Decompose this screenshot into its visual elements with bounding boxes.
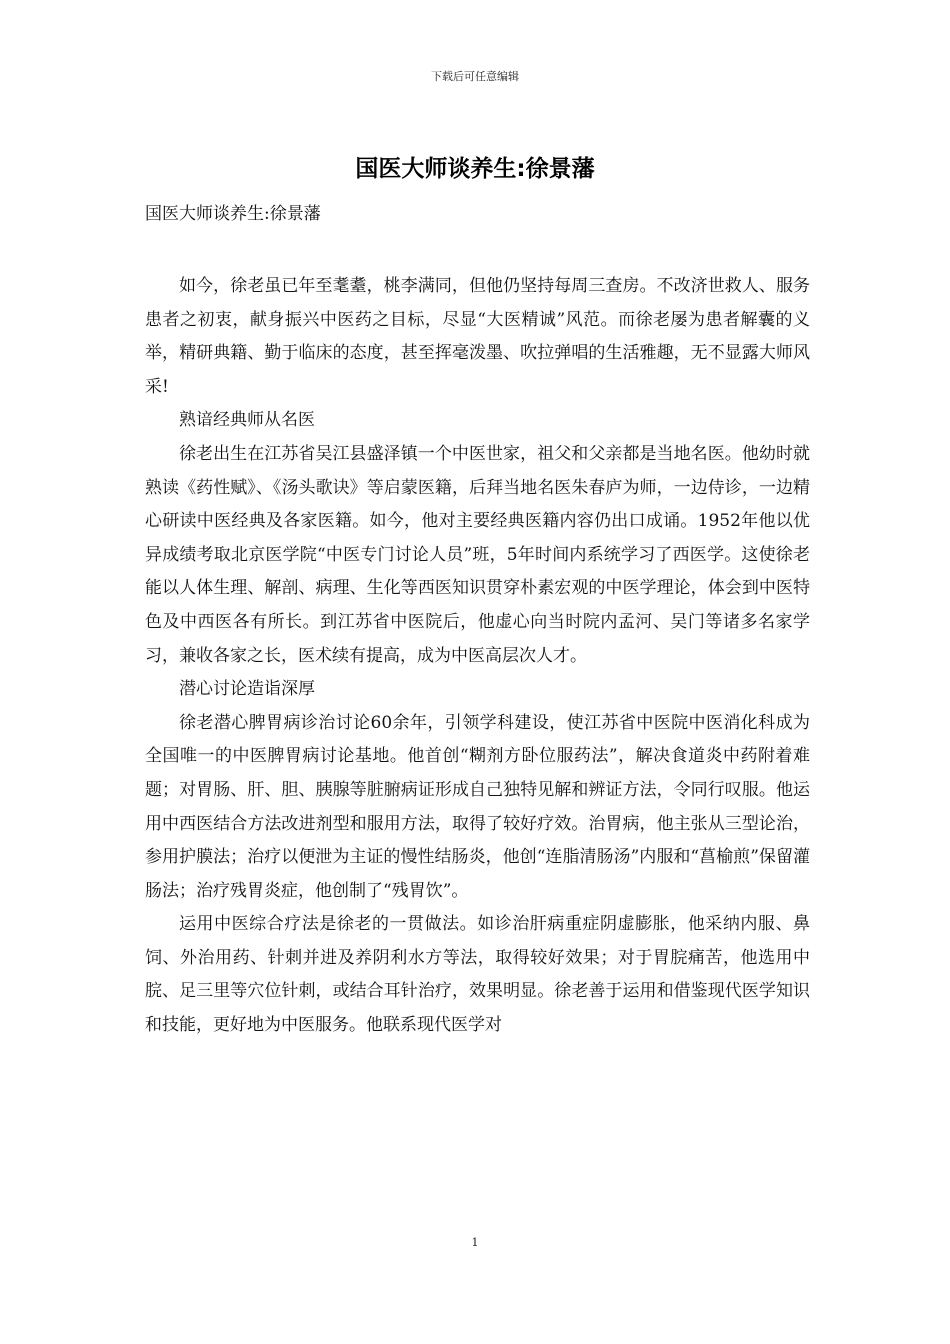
header-note: 下载后可任意编辑 [431, 70, 519, 83]
paragraph-research: 徐老潜心脾胃病诊治讨论60余年，引领学科建设，使江苏省中医院中医消化科成为全国唯一的中医脾胃病讨论基地。他首创“糊剂方卧位服药法”，解决食道炎中药附着难题；对胃肠、肝、胆、胰腺等脏腑病证形成自己独特见解和辨证方法，令同行叹服。他运用中西医结合方法改进剂型和服用方法，取得了较好疗效。治胃病，他主张从三型论治，参用护膜法；治疗以便泄为主证的慢性结肠炎，他创“连脂清肠汤”内服和“菖榆煎”保留灌肠法；治疗残胃炎症，他创制了“残胃饮”。 [145, 712, 810, 901]
page-number: 1 [471, 1236, 479, 1249]
section-heading-research: 潜心讨论造诣深厚 [179, 679, 315, 700]
paragraph-background: 徐老出生在江苏省吴江县盛泽镇一个中医世家，祖父和父亲都是当地名医。他幼时就熟读《药性赋》、《汤头歌诀》等启蒙医籍，后拜当地名医朱春庐为师，一边侍诊，一边精心研读中医经典及各家医籍。如今，他对主要经典医籍内容仍出口成诵。1952年他以优异成绩考取北京医学院“中医专门讨论人员”班，5年时间内系统学习了西医学。这使徐老能以人体生理、解剖、病理、生化等西医知识贯穿朴素宏观的中医学理论，体会到中医特色及中西医各有所长。到江苏省中医院后，他虚心向当时院内孟河、吴门等诸多名家学习，兼收各家之长，医术续有提高，成为中医高层次人才。 [145, 443, 810, 666]
document-body [145, 270, 810, 1043]
paragraph-intro: 如今，徐老虽已年至耄耋，桃李满同，但他仍坚持每周三查房。不改济世救人、服务患者之初衷，献身振兴中医药之目标，尽显“大医精诚”风范。而徐老屡为患者解囊的义举，精研典籍、勤于临床的态度，甚至挥毫泼墨、吹拉弹唱的生活雅趣，无不显露大师风采! [145, 276, 810, 397]
paragraph-methods: 运用中医综合疗法是徐老的一贯做法。如诊治肝病重症阴虚膨胀，他采纳内服、鼻饲、外治用药、针刺并进及养阴利水方等法，取得较好效果；对于胃脘痛苦，他选用中脘、足三里等穴位针刺，或结合耳针治疗，效果明显。徐老善于运用和借鉴现代医学知识和技能，更好地为中医服务。他联系现代医学对 [145, 914, 810, 1036]
section-heading-classics: 熟谙经典师从名医 [179, 410, 315, 431]
document-title: 国医大师谈养生:徐景藩 [355, 156, 595, 182]
document-subtitle: 国医大师谈养生:徐景藩 [145, 204, 321, 224]
